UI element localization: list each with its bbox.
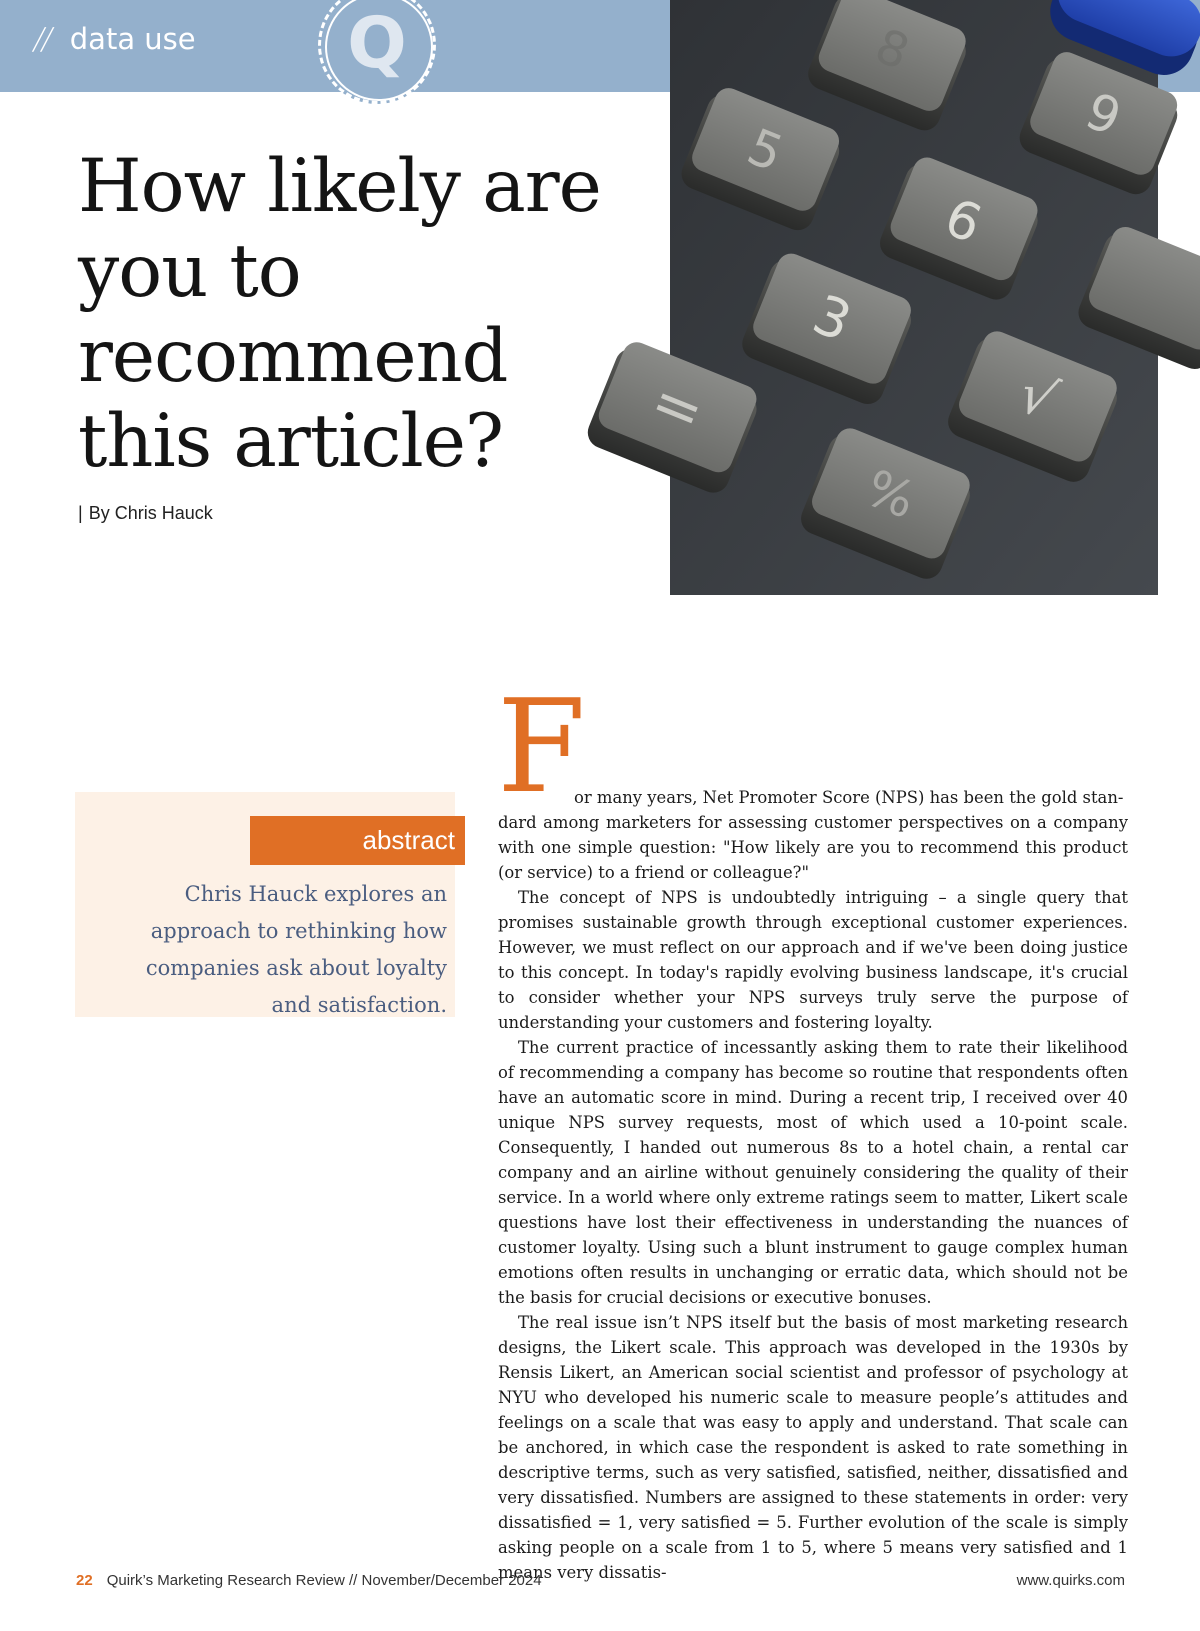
svg-text:3: 3: [804, 282, 860, 354]
svg-text:9: 9: [1077, 81, 1129, 148]
article-body: [498, 785, 1128, 1585]
svg-text:8: 8: [867, 17, 917, 82]
section-name: data use: [69, 22, 196, 56]
drop-cap: F: [497, 673, 586, 822]
byline: [78, 503, 213, 524]
svg-text:=: =: [641, 365, 715, 450]
byline-bar: |: [78, 503, 83, 523]
body-first-line: or many years, Net Promoter Score (NPS) has been the gold stan-: [574, 788, 1124, 807]
section-label: [30, 22, 196, 57]
body-paragraph-2: The concept of NPS is undoubtedly intriguing – a single query that promises sustainable growth through exceptional customer experiences. However, we must reflect on our approach and if we've been doing justice to this concept. In today's rapidly evolving business landscape, it's crucial to consider whether your NPS surveys truly serve the purpose of understanding your customers and fostering loyalty.: [498, 888, 1128, 1032]
publication-name: Quirk’s Marketing Research Review // November/December 2024: [106, 1572, 542, 1589]
abstract-label: abstract: [250, 816, 465, 865]
svg-text:%: %: [857, 458, 924, 531]
svg-text:√: √: [1009, 361, 1066, 433]
q-badge-letter: Q: [347, 2, 407, 84]
body-paragraph-1: dard among marketers for assessing customer perspectives on a company with one simple question: "How likely are you to recommend this product (or service) to a friend or colleague?": [498, 813, 1128, 882]
body-paragraph-4: The real issue isn’t NPS itself but the basis of most marketing research designs, the Likert scale. This approach was developed in the 1930s by Rensis Likert, an American social scientist and professor of psychology at NYU who developed his numeric scale to measure people’s attitudes and feelings on a scale that was easy to apply and understand. That scale can be anchored, in which case the respondent is asked to rate something in descriptive terms, such as very satisfied, satisfied, neither, dissatisfied and very dissatisfied. Numbers are assigned to these statements in order: very dissatisfied = 1, very satisfied = 5. Further evolution of the scale is simply asking people on a scale from 1 to 5, where 5 means very satisfied and 1 means very dissatis-: [498, 1313, 1128, 1582]
section-slashes: //: [30, 22, 54, 57]
article-title: How likely are you to recommend this article?: [78, 144, 601, 484]
svg-text:5: 5: [739, 117, 791, 184]
body-paragraph-3: The current practice of incessantly asking them to rate their likelihood of recommending a company has become so routine that respondents often have an automatic score in mind. During a recent trip, I received over 40 unique NPS survey requests, most of which used a 10-point scale. Consequently, I handed out numerous 8s to a hotel chain, a rental car company and an airline without genuinely considering the quality of their service. In a world where only extreme ratings seem to matter, Likert scale questions have lost their effectiveness in understanding the nuances of customer loyalty. Using such a blunt instrument to gauge complex human emotions often results in unchanging or erratic data, which should not be the basis for crucial decisions or executive bonuses.: [498, 1038, 1128, 1307]
page-number: 22: [76, 1572, 93, 1589]
svg-text:6: 6: [936, 187, 990, 256]
footer-url[interactable]: www.quirks.com: [1016, 1572, 1125, 1589]
calculator-photo: [641, 0, 1158, 595]
abstract-text: Chris Hauck explores an approach to rethinking how companies ask about loyalty and satisfaction.: [145, 882, 447, 1017]
byline-author: By Chris Hauck: [88, 503, 213, 523]
footer-left: [76, 1572, 542, 1589]
calculator-keys-illustration: [641, 0, 1158, 595]
